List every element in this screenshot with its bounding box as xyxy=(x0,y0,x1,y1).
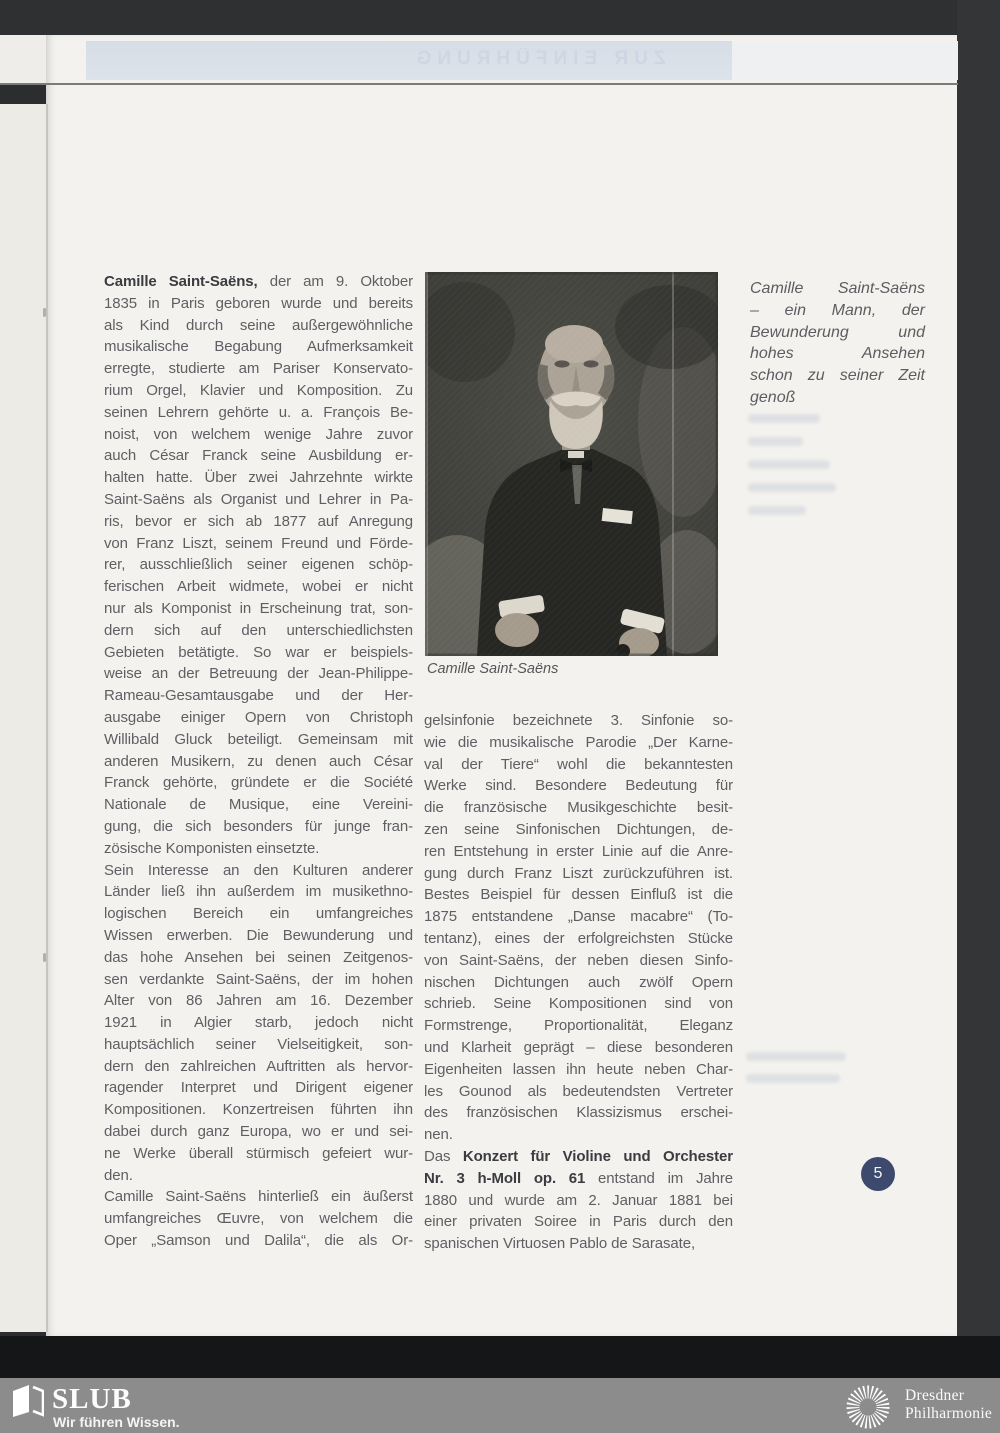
text-line: ren Entstehung in erster Linie auf die Anre- xyxy=(424,842,733,860)
text-line: rium Orgel, Klavier und Komposition. Zu xyxy=(104,381,413,399)
text-line: genoß xyxy=(750,388,796,406)
text-line: Alter von 86 Jahren am 16. Dezember xyxy=(104,992,413,1010)
text-line: ferischen Arbeit widmete, wobei er nicht xyxy=(104,578,413,596)
text-line: ris, bevor er sich ab 1877 auf Anregung xyxy=(104,512,413,530)
previous-page-edge xyxy=(0,104,48,1332)
text-line: das hohe Ansehen bei seinen Zeitgenos- xyxy=(104,948,413,966)
text-line: spanischen Virtuosen Pablo de Sarasate, xyxy=(424,1235,696,1253)
text-line: von Saint-Saëns, der neben diesen Sinfo- xyxy=(424,951,733,969)
bleed-through-text xyxy=(748,506,806,515)
text-line: Wissen erwerben. Die Bewunderung und xyxy=(104,926,413,944)
text-line: umfangreiches Œuvre, von welchem die xyxy=(104,1210,413,1228)
text-line: Nationale de Musique, eine Vereini- xyxy=(104,796,413,814)
text-line: Rameau-Gesamtausgabe und der Her- xyxy=(104,687,413,705)
slub-logo-text: SLUB xyxy=(52,1383,132,1415)
text-line: gung durch Franz Liszt zurückzuführen ist. xyxy=(424,864,733,882)
text-line: des französischen Klassizismus erschei- xyxy=(424,1104,733,1122)
text-line: Das Konzert für Violine und Orchester xyxy=(424,1147,733,1165)
text-line: nur als Komponist in Erscheinung trat, son- xyxy=(104,599,413,617)
text-line: nen. xyxy=(424,1126,453,1144)
text-line: ragender Interpret und Dirigent eigener xyxy=(104,1079,413,1097)
header-band-light xyxy=(732,41,958,80)
text-line: halten hatte. Über zwei Jahrzehnte wirkte xyxy=(104,469,413,487)
page-number-badge: 5 xyxy=(861,1157,895,1191)
text-line: die französische Musikgeschichte besit- xyxy=(424,799,733,817)
text-line: nischen Dichtungen auch zwölf Opern xyxy=(424,973,733,991)
bleed-through-text xyxy=(746,1074,840,1083)
text-line: zösische Komponisten einsetzte. xyxy=(104,839,320,857)
text-line: weise an der Betreuung der Jean-Philippe- xyxy=(104,665,413,683)
text-line: und Klarheit geprägt – diese besonderen xyxy=(424,1038,733,1056)
philharmonie-line1: Dresdner xyxy=(905,1387,965,1404)
text-line: Eigenheiten lassen ihn heute neben Char- xyxy=(424,1060,733,1078)
philharmonie-line2: Philharmonie xyxy=(905,1405,993,1422)
text-line: Camille Saint-Saëns xyxy=(750,280,925,297)
text-line: gung, die sich besonders für junge fran- xyxy=(104,817,413,835)
philharmonie-starburst-icon xyxy=(843,1382,893,1433)
text-line: rer, ausschließlich seiner eigenen schöp- xyxy=(104,556,413,574)
bleed-through-text xyxy=(748,483,836,492)
text-line: logischen Bereich ein umfangreiches xyxy=(104,905,413,923)
portrait-photo-art xyxy=(425,272,718,656)
slub-book-icon xyxy=(12,1384,44,1423)
text-line: Bewunderung und xyxy=(750,323,925,341)
binding-stitch xyxy=(43,953,46,962)
left-text-column xyxy=(104,271,413,1252)
bleed-through-text xyxy=(748,460,830,469)
text-line: Formstrenge, Proportionalität, Eleganz xyxy=(424,1017,733,1035)
scan-background-right xyxy=(957,0,1000,1433)
text-line: dabei durch ganz Europa, wo er und sei- xyxy=(104,1123,413,1141)
text-line: von Franz Liszt, seinem Freund und Förde- xyxy=(104,534,413,552)
text-line: dern sich auf den unterschiedlichsten xyxy=(104,621,413,639)
text-line: dern den zahlreichen Auftritten als hervor- xyxy=(104,1057,413,1075)
header-rule xyxy=(0,83,958,85)
scan-background-top xyxy=(0,0,1000,40)
text-line: einer privaten Soiree in Paris durch den xyxy=(424,1213,733,1231)
text-line: Camille Saint-Saëns hinterließ ein äußerst xyxy=(104,1188,413,1206)
text-line: anderen Musikern, zu denen auch César xyxy=(104,752,413,770)
text-line: Werke sind. Besondere Bedeutung für xyxy=(424,777,733,795)
text-line: Gebieten betätigte. So war er beispiels- xyxy=(104,643,413,661)
text-line: zen seine Sinfonischen Dichtungen, de- xyxy=(424,820,733,838)
philharmonie-logo-text xyxy=(905,1387,992,1423)
text-line: les Gounod als bedeutendsten Vertreter xyxy=(424,1082,733,1100)
text-line: auch César Franck seine Ausbildung er- xyxy=(104,447,413,465)
photo-caption: Camille Saint-Saëns xyxy=(427,661,559,677)
text-line: 1880 und wurde am 2. Januar 1881 bei xyxy=(424,1191,733,1209)
bleed-through-text xyxy=(746,1052,846,1061)
text-line: hohes Ansehen xyxy=(750,345,925,363)
text-line: musikalische Begabung Aufmerksamkeit xyxy=(104,338,413,356)
text-line: Länder ließ ihn außerdem im musikethno- xyxy=(104,883,413,901)
text-line: Franck gehörte, gründete er die Société xyxy=(104,774,413,792)
text-line: Nr. 3 h-Moll op. 61 entstand im Jahre xyxy=(424,1169,733,1187)
text-line: – ein Mann, der xyxy=(750,301,925,319)
text-line: ausgabe einiger Opern von Christoph xyxy=(104,708,413,726)
right-text-column xyxy=(424,710,733,1255)
bleed-through-text xyxy=(748,437,803,446)
text-line: Willibald Gluck beteiligt. Gemeinsam mit xyxy=(104,730,413,748)
margin-note xyxy=(750,277,925,408)
header-bleed-title: ZUR EINFÜHRUNG xyxy=(410,48,666,69)
text-line: erregte, studierte am Pariser Konservato- xyxy=(104,360,413,378)
text-line: Oper „Samson und Dalila“, die als Or- xyxy=(104,1232,413,1250)
text-line: tentanz), eines der erfolgreichsten Stücke xyxy=(424,929,733,947)
text-line: als Kind durch seine außergewöhnliche xyxy=(104,316,413,334)
text-line: gelsinfonie bezeichnete 3. Sinfonie so- xyxy=(424,712,733,729)
page-top-strip xyxy=(0,35,46,84)
bleed-through-text xyxy=(748,414,820,423)
portrait-photo xyxy=(425,272,718,656)
text-line: schon zu seiner Zeit xyxy=(750,367,925,385)
text-line: schrieb. Seine Kompositionen sind von xyxy=(424,995,733,1013)
text-line: val der Tiere“ wohl die bekanntesten xyxy=(424,755,733,773)
binding-stitch xyxy=(43,308,46,317)
text-line: seinen Lehrern gehörte u. a. François Be- xyxy=(104,403,413,421)
text-line: sen verdankte Saint-Saëns, der im hohen xyxy=(104,970,413,988)
slub-tagline: Wir führen Wissen. xyxy=(53,1414,180,1430)
text-line: noist, von welchem wenige Jahre zuvor xyxy=(104,425,413,443)
text-line: Bestes Beispiel für dessen Einfluß ist die xyxy=(424,886,733,904)
text-line: Kompositionen. Konzertreisen führten ihn xyxy=(104,1101,413,1119)
text-line: ne Werke überall stürmisch gefeiert wur- xyxy=(104,1144,413,1162)
text-line: Sein Interesse an den Kulturen anderer xyxy=(104,861,413,879)
text-line: 1835 in Paris geboren wurde und bereits xyxy=(104,294,413,312)
text-line: Saint-Saëns als Organist und Lehrer in Pa- xyxy=(104,490,413,508)
text-line: 1875 entstandene „Danse macabre“ (To- xyxy=(424,908,733,926)
text-line: Camille Saint-Saëns, der am 9. Oktober xyxy=(104,273,413,290)
text-line: wie die musikalische Parodie „Der Karne- xyxy=(424,733,733,751)
text-line: 1921 in Algier starb, jedoch nicht xyxy=(104,1014,413,1032)
text-line: den. xyxy=(104,1166,133,1184)
text-line: hauptsächlich seiner Vielseitigkeit, son- xyxy=(104,1035,413,1053)
